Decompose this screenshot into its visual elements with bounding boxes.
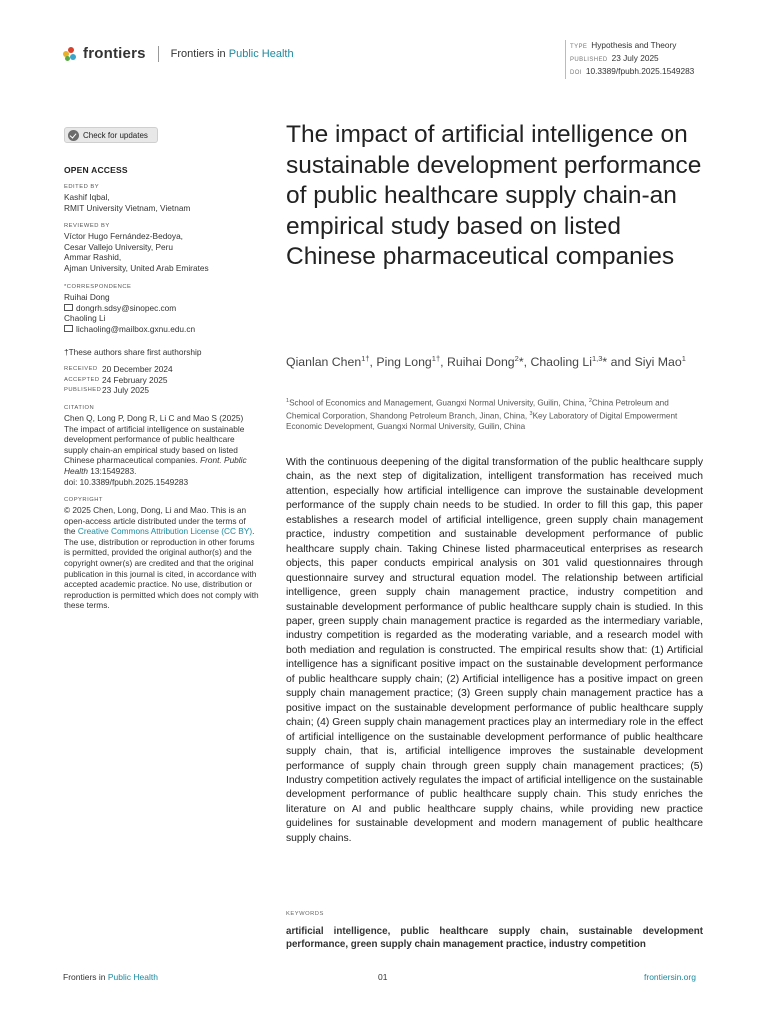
shared-authorship-note: †These authors share first authorship [64,347,202,357]
mail-icon [64,304,73,311]
frontiers-logo[interactable] [63,45,294,62]
mail-icon [64,325,73,332]
email-link[interactable]: dongrh.sdsy@sinopec.com [64,303,259,314]
type-row: TYPE Hypothesis and Theory [570,40,677,50]
site-link[interactable]: frontiersin.org [644,972,696,982]
dates: RECEIVED 20 December 2024 ACCEPTED 24 February 2025 PUBLISHED 23 July 2025 [64,364,173,396]
reviewed-by: REVIEWED BY Víctor Hugo Fernández-Bedoya, Cesar Vallejo University, Peru Ammar Rashid, Ajman University, United Arab Emirates [64,223,209,273]
affiliations: $^1$School of Economics and Management, Guangxi Normal University, Guilin, China, $^2$China Petroleum and Chemical Corporation, Shandong Petroleum Branch, Jinan, China, $^3$Key Laboratory of Digital Empowerment Economic Development, Guangxi Normal University, Guilin, China [286,398,678,432]
journal-prefix: Frontiers in [170,47,226,60]
brand-name: frontiers [83,45,146,62]
doi-row: DOI 10.3389/fpubh.2025.1549283 [570,66,695,76]
email-link[interactable]: lichaoling@mailbox.gxnu.edu.cn [64,324,259,335]
author[interactable]: Ping Long$^{1\dagger}$ [376,354,441,370]
article-title: The impact of artificial intelligence on sustainable development performance of public healthcare supply chain-an empirical study based on listed Chinese pharmaceutical companies [286,121,702,270]
copyright: COPYRIGHT © 2025 Chen, Long, Dong, Li and Mao. This is an open-access article distributed under the terms of the Creative Commons Attribution License (CC BY). The use, distribution or reproduction in other forums is permitted, provided the original author(s) and the copyright owner(s) are credited and that the original publication in this journal is cited, in accordance with accepted academic practice. No use, distribution or reproduction is permitted which does not comply with these terms. [64,497,259,611]
license-link[interactable]: Creative Commons Attribution License (CC BY) [77,526,253,537]
open-access-label: OPEN ACCESS [64,165,128,175]
author[interactable]: Qianlan Chen$^{1\dagger}$ [286,354,370,370]
journal-name [171,48,294,60]
author-list: Qianlan Chen$^{1\dagger}$, Ping Long$^{1\dagger}$, Ruihai Dong$^2$*, Chaoling Li$^{1,3}$* and Siyi Mao$^1$ [286,354,686,370]
citation: CITATION Chen Q, Long P, Dong R, Li C and Mao S (2025) The impact of artificial intelligence on sustainable development performance of public healthcare supply chain-an empirical study based on listed Chinese pharmaceutical companies. Front. Public Health 13:1549283. doi: 10.3389/fpubh.2025.1549283 [64,405,247,487]
abstract: With the continuous deepening of the digital transformation of the public healthcare supply chain, as the next step of digitalization, intelligent transformation has received much attention, especially how artificial intelligence can improve the sustainable development performance of the supply chain needs to be studied. In order to fill this gap, this paper establishes a research model of artificial intelligence, green supply chain management practice, industry competition and sustainable development performance of public healthcare supply chain. Taking Chinese listed pharmaceutical enterprises as research objects, this paper conducts empirical analysis on 301 valid questionnaires through questionnaire survey and structural equation model. The relationship between artificial intelligence, green supply chain management practice, industry competition and sustainable development performance of public healthcare supply chain is studied. In this paper, green supply chain management practice is regarded as the intermediary variable, industry competition is regarded as the moderating variable, and a research model with both mediation and regulation is constructed. The empirical results show that: (1) Artificial intelligence has a significant positive impact on the sustainable development performance of public healthcare supply chain; (2) Artificial intelligence has a positive impact on green supply chain management practice; (3) Green supply chain management practice has a positive impact on the sustainable development performance of public healthcare supply chain; (4) Green supply chain management practices play an intermediary role in the effect of artificial intelligence on the sustainable development performance of public healthcare supply chain, that is, artificial intelligence improves the sustainable development performance of supply chain through green supply chain management practices; (5) Industry competition actively regulates the impact of artificial intelligence on the sustainable development performance of public healthcare supply chain. This study enriches the literature on AI and public healthcare supply chains, while providing new practice guidelines for sustainable development and modern management of public healthcare supply chains. [286,457,703,844]
logo-divider [158,46,159,62]
keywords-label: KEYWORDS [286,911,324,917]
author[interactable]: Chaoling Li$^{1,3}$ [530,354,603,370]
doi-link[interactable]: 10.3389/fpubh.2025.1549283 [585,66,695,76]
edited-by: EDITED BY Kashif Iqbal, RMIT University Vietnam, Vietnam [64,184,191,213]
published-row: PUBLISHED 23 July 2025 [570,53,659,63]
journal-title: Public Health [228,47,294,60]
check-updates-label: Check for updates [83,130,148,140]
footer-journal: Frontiers in Public Health [63,972,158,982]
page-number: 01 [378,972,388,982]
author[interactable]: Ruihai Dong$^2$ [446,354,519,370]
keywords: artificial intelligence, public healthcare supply chain, sustainable development performance, green supply chain management practice, industry competition [286,926,703,950]
check-updates-button[interactable] [64,127,158,143]
author[interactable]: Siyi Mao$^1$ [634,354,686,370]
check-icon [68,130,79,141]
article-meta [565,40,694,79]
correspondence: *CORRESPONDENCE Ruihai Dong dongrh.sdsy@sinopec.com Chaoling Li lichaoling@mailbox.gxnu.edu.cn [64,283,259,334]
frontiers-logo-icon [63,47,77,61]
